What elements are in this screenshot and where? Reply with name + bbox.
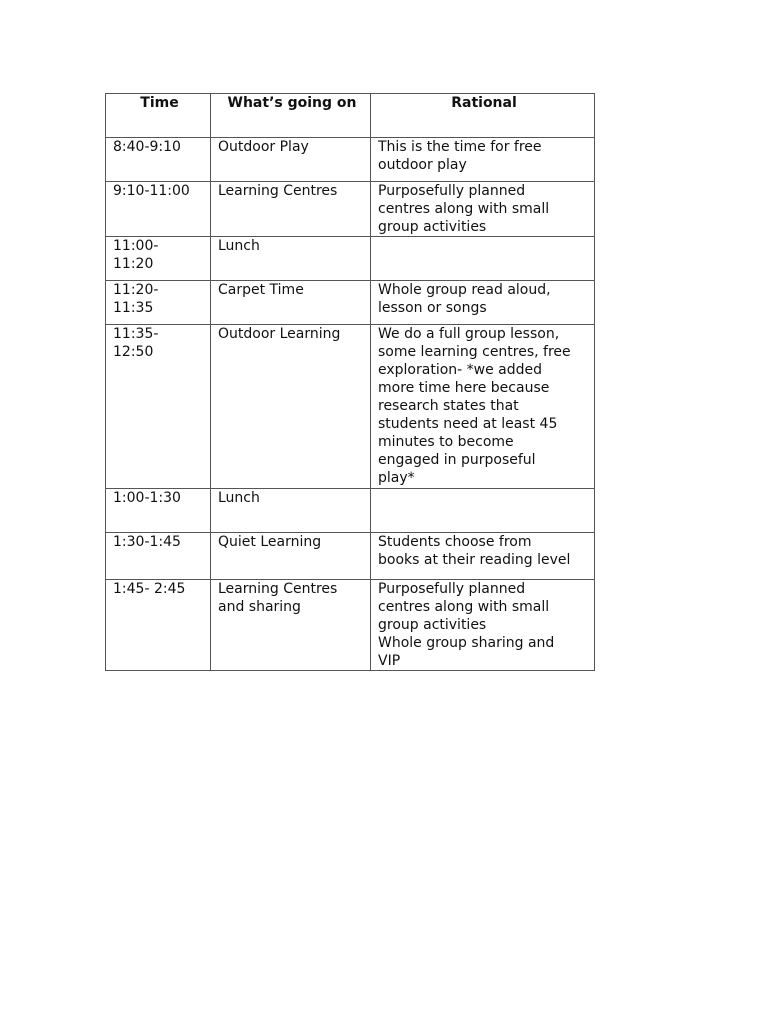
header-rational: Rational — [371, 94, 595, 138]
rational-line: Whole group read aloud, — [378, 282, 551, 298]
activity-line: Lunch — [218, 238, 260, 254]
activity-cell — [211, 182, 371, 237]
rational-line: Purposefully planned — [378, 581, 526, 597]
rational-line: minutes to become — [378, 434, 514, 450]
activity-cell — [211, 138, 371, 182]
table-header-row — [106, 94, 595, 138]
rational-line: research states that — [378, 398, 519, 414]
table-row — [106, 138, 595, 182]
rational-line: We do a full group lesson, — [378, 326, 560, 342]
rational-cell — [371, 533, 595, 580]
rational-line: more time here because — [378, 380, 550, 396]
time-line: 1:45- 2:45 — [113, 581, 186, 597]
rational-line: lesson or songs — [378, 300, 487, 316]
rational-cell — [371, 489, 595, 533]
rational-line: Students choose from — [378, 534, 532, 550]
rational-line: students need at least 45 — [378, 416, 558, 432]
time-cell — [106, 138, 211, 182]
time-line: 1:00-1:30 — [113, 490, 181, 506]
time-cell — [106, 489, 211, 533]
header-time: Time — [106, 94, 211, 138]
rational-cell — [371, 138, 595, 182]
rational-cell — [371, 281, 595, 325]
table-row — [106, 182, 595, 237]
activity-cell — [211, 533, 371, 580]
time-cell — [106, 281, 211, 325]
table-row — [106, 580, 595, 671]
time-cell — [106, 325, 211, 489]
rational-line: exploration- *we added — [378, 362, 543, 378]
time-line: 11:00- — [113, 238, 159, 254]
rational-line: centres along with small — [378, 201, 550, 217]
time-line: 11:20 — [113, 256, 154, 272]
rational-line: group activities — [378, 617, 487, 633]
rational-line: This is the time for free — [378, 139, 542, 155]
activity-line: Learning Centres — [218, 183, 338, 199]
rational-cell — [371, 325, 595, 489]
activity-line: Lunch — [218, 490, 260, 506]
time-line: 8:40-9:10 — [113, 139, 181, 155]
time-line: 11:35 — [113, 300, 154, 316]
rational-line: books at their reading level — [378, 552, 571, 568]
time-cell — [106, 182, 211, 237]
rational-cell — [371, 237, 595, 281]
rational-line: some learning centres, free — [378, 344, 571, 360]
rational-cell — [371, 182, 595, 237]
activity-cell — [211, 489, 371, 533]
rational-line: centres along with small — [378, 599, 550, 615]
time-line: 9:10-11:00 — [113, 183, 190, 199]
header-activity: What’s going on — [211, 94, 371, 138]
rational-line: Whole group sharing and — [378, 635, 555, 651]
rational-line: Purposefully planned — [378, 183, 526, 199]
time-cell — [106, 237, 211, 281]
rational-line: group activities — [378, 219, 487, 235]
activity-cell — [211, 325, 371, 489]
table-row — [106, 281, 595, 325]
table-row — [106, 237, 595, 281]
schedule-table — [105, 93, 595, 671]
table-row — [106, 533, 595, 580]
activity-line: Outdoor Play — [218, 139, 309, 155]
time-cell — [106, 580, 211, 671]
rational-cell — [371, 580, 595, 671]
activity-cell — [211, 237, 371, 281]
table-row — [106, 489, 595, 533]
activity-line: Learning Centres — [218, 581, 338, 597]
rational-line: play* — [378, 470, 415, 486]
activity-line: Outdoor Learning — [218, 326, 341, 342]
time-line: 11:35- — [113, 326, 159, 342]
activity-cell — [211, 281, 371, 325]
rational-line: engaged in purposeful — [378, 452, 536, 468]
time-cell — [106, 533, 211, 580]
time-line: 11:20- — [113, 282, 159, 298]
activity-cell — [211, 580, 371, 671]
rational-line: VIP — [378, 653, 401, 669]
time-line: 12:50 — [113, 344, 154, 360]
activity-line: Quiet Learning — [218, 534, 322, 550]
time-line: 1:30-1:45 — [113, 534, 181, 550]
rational-line: outdoor play — [378, 157, 467, 173]
activity-line: and sharing — [218, 599, 301, 615]
activity-line: Carpet Time — [218, 282, 304, 298]
table-row — [106, 325, 595, 489]
